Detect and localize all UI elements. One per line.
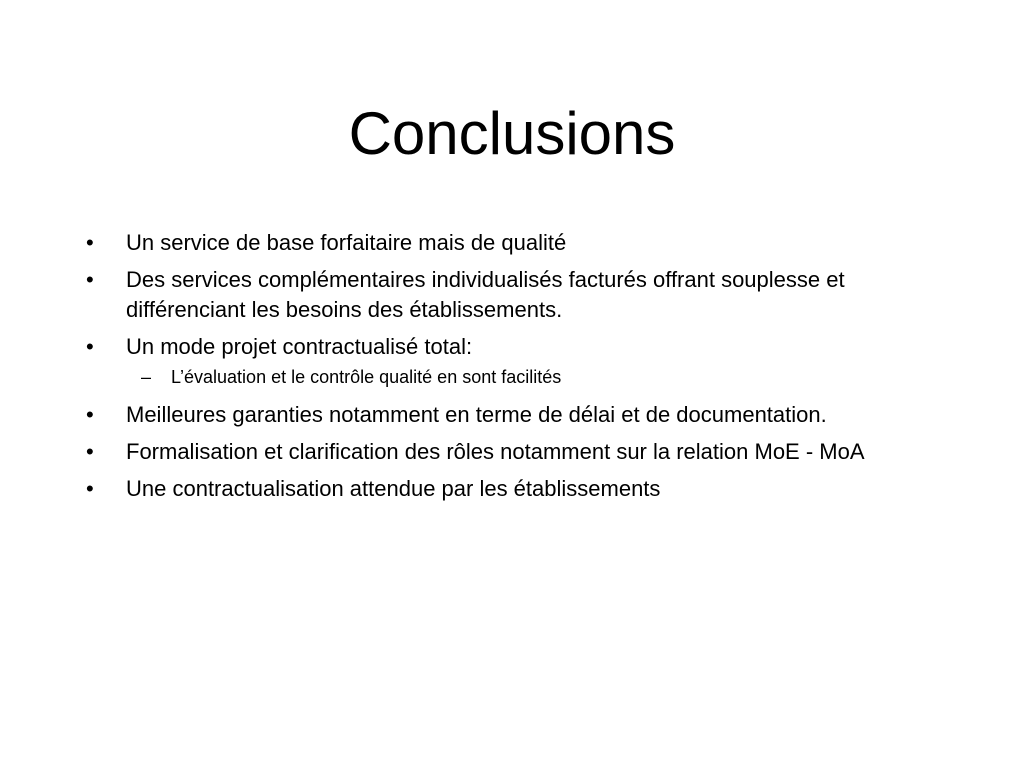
- list-item-text: Un mode projet contractualisé total:: [126, 334, 473, 359]
- bullet-icon: •: [86, 476, 94, 501]
- bullet-list: [86, 228, 946, 511]
- list-item: [86, 228, 946, 258]
- bullet-icon: •: [86, 402, 94, 427]
- dash-icon: –: [141, 367, 152, 387]
- list-item-text: Un service de base forfaitaire mais de qualité: [126, 230, 567, 255]
- list-item-text: Formalisation et clarification des rôles notamment sur la relation MoE - MoA: [126, 439, 865, 464]
- list-item: [86, 437, 946, 467]
- list-item: [86, 400, 946, 430]
- slide-title: Conclusions: [348, 100, 676, 167]
- list-item-text: Une contractualisation attendue par les établissements: [126, 476, 661, 501]
- sub-list-item-text: L’évaluation et le contrôle qualité en sont facilités: [171, 367, 562, 387]
- list-item-text: Meilleures garanties notamment en terme de délai et de documentation.: [126, 402, 827, 427]
- sub-list-item: [86, 365, 946, 389]
- list-item: [86, 265, 946, 325]
- list-item: [86, 332, 946, 362]
- bullet-icon: •: [86, 334, 94, 359]
- bullet-icon: •: [86, 230, 94, 255]
- bullet-icon: •: [86, 267, 94, 292]
- list-item-text: Des services complémentaires individualisés facturés offrant souplesse et différenciant les besoins des établissements.: [126, 267, 845, 322]
- bullet-icon: •: [86, 439, 94, 464]
- list-item: [86, 474, 946, 504]
